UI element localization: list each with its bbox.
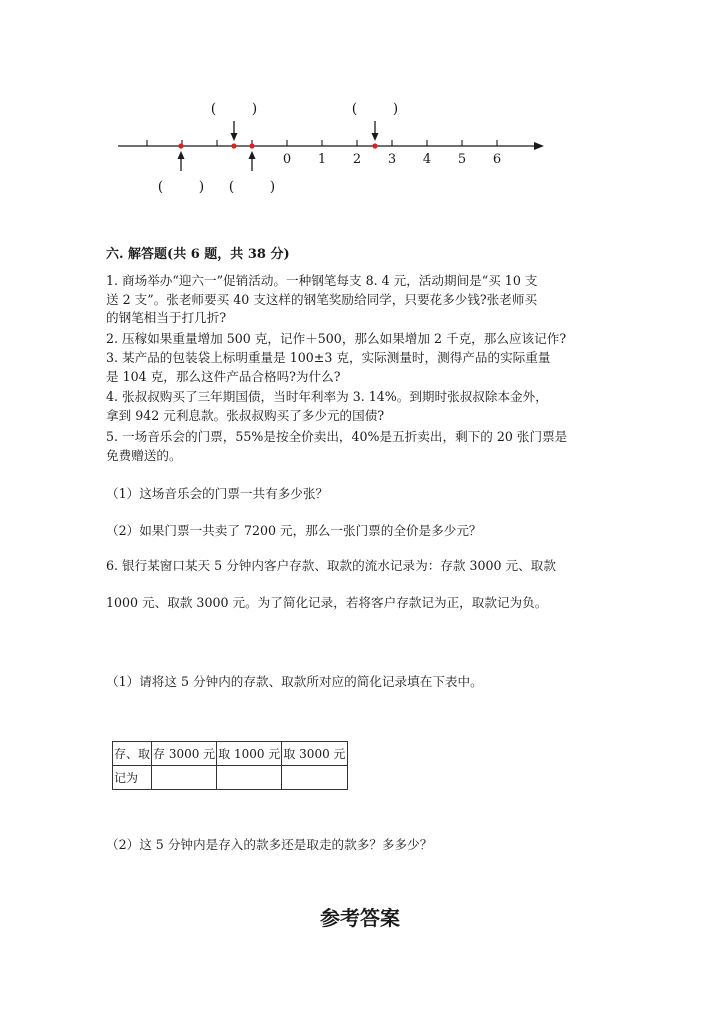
axis-tick-label: 5 [457, 152, 467, 167]
question-2 [106, 330, 646, 349]
up-arrow-left [178, 151, 185, 171]
question-line: 的钢笔相当于打几折? [106, 310, 227, 325]
top-bracket-left: ( ) [210, 101, 258, 117]
table-row [113, 766, 348, 790]
question-4 [106, 388, 626, 425]
red-point-c [249, 143, 254, 148]
axis-ticks [147, 140, 497, 146]
question-line: 2. 压稼如果重量增加 500 克，记作＋500，那么如果增加 2 千克，那么应该记作? [106, 331, 567, 346]
table-header-cell: 取 3000 元 [282, 742, 347, 766]
bottom-bracket-right: ( ) [228, 179, 276, 195]
question-line: 拿到 942 元利息款。张叔叔购买了多少元的国债? [106, 407, 385, 423]
question-6-line-1: 6. 银行某窗口某天 5 分钟内客户存款、取款的流水记录为：存款 3000 元、取款 [106, 558, 556, 573]
bottom-bracket-left: ( ) [157, 179, 205, 195]
question-6-line-2: 1000 元、取款 3000 元。为了简化记录，若将客户存款记为正，取款记为负。 [106, 595, 548, 610]
table-row [113, 742, 348, 766]
q6-sub-2: （2）这 5 分钟内是存入的款多还是取走的款多？多多少？ [106, 837, 433, 852]
question-line: 4. 张叔叔购买了三年期国债，当时年利率为 3. 14%。到期时张叔叔除本金外， [106, 389, 548, 404]
question-line: 是 104 克，那么这件产品合格吗?为什么? [106, 368, 341, 384]
axis-tick-label: 0 [282, 152, 292, 167]
table-header-cell: 存、取 [113, 742, 152, 766]
table-answer-cell [152, 766, 217, 790]
table-answer-cell [282, 766, 347, 790]
up-arrow-right [249, 151, 256, 171]
question-line: 3. 某产品的包装袋上标明重量是 100±3 克，实际测量时，测得产品的实际重量 [106, 350, 551, 365]
red-point-d [372, 143, 377, 148]
question-line: 1. 商场举办“迎六一”促销活动。一种钢笔每支 8. 4 元，活动期间是“买 10 支 [106, 273, 538, 288]
section-title: 六. 解答题(共 6 题，共 38 分) [106, 247, 290, 262]
table-answer-cell [217, 766, 282, 790]
question-1 [106, 272, 626, 328]
axis-tick-label: 3 [387, 152, 397, 167]
down-arrow-left [231, 121, 238, 141]
top-bracket-right: ( ) [351, 101, 399, 117]
axis-tick-label: 1 [317, 152, 327, 167]
axis-tick-labels [283, 152, 501, 167]
red-point-a [178, 143, 183, 148]
axis-tick-label: 6 [492, 152, 502, 167]
question-line: 免费赠送的。 [106, 447, 182, 463]
table-header-cell: 取 1000 元 [217, 742, 282, 766]
table-header-cell: 存 3000 元 [152, 742, 217, 766]
axis-tick-label: 2 [352, 152, 362, 167]
red-point-b [231, 143, 236, 148]
question-line: 5. 一场音乐会的门票，55%是按全价卖出，40%是五折卖出，剩下的 20 张门票是 [106, 429, 568, 444]
table-row-label: 记为 [113, 766, 152, 790]
record-table [112, 741, 348, 790]
down-arrow-right [372, 121, 379, 141]
q6-sub-1: （1）请将这 5 分钟内的存款、取款所对应的简化记录填在下表中。 [106, 674, 483, 689]
axis-arrowhead [534, 142, 544, 150]
question-3 [106, 349, 626, 386]
question-line: 送 2 支”。张老师要买 40 支这样的钢笔奖励给同学，只要花多少钱?张老师买 [106, 291, 538, 307]
question-5 [106, 428, 626, 465]
q5-sub-2: （2）如果门票一共卖了 7200 元，那么一张门票的全价是多少元？ [106, 523, 482, 538]
answer-title: 参考答案 [320, 906, 400, 930]
number-line-figure [110, 95, 550, 205]
axis-tick-label: 4 [422, 152, 432, 167]
q5-sub-1: （1）这场音乐会的门票一共有多少张？ [106, 486, 329, 501]
